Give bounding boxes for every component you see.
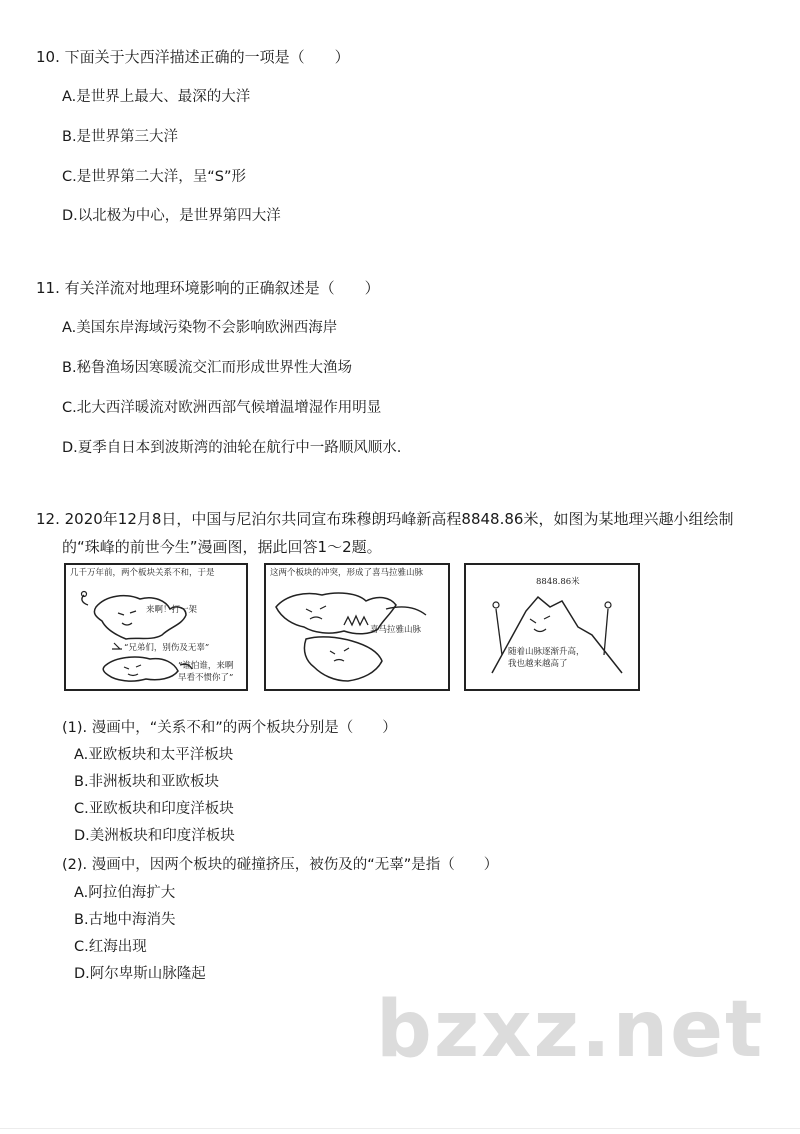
comic-3-height-label: 8848.86米	[536, 577, 580, 587]
comic-panel-3	[464, 563, 640, 691]
page-bottom-divider	[0, 1128, 800, 1129]
question-12-sub1-option-d: D.美洲板块和印度洋板块	[74, 828, 235, 844]
comic-1-bubble-innocent: “兄弟们，别伤及无辜”	[124, 643, 210, 653]
question-12-sub2-option-d: D.阿尔卑斯山脉隆起	[74, 966, 206, 982]
site-watermark: bzxz.net	[376, 985, 765, 1075]
question-12-sub2-option-c: C.红海出现	[74, 939, 147, 955]
comic-1-bubble-annoyed: 早看不惯你了”	[178, 673, 234, 683]
comic-2-caption: 这两个板块的冲突，形成了喜马拉雅山脉	[270, 568, 424, 578]
question-10-option-a: A.是世界上最大、最深的大洋	[62, 89, 251, 105]
question-11-option-c: C.北大西洋暖流对欧洲西部气候增温增湿作用明显	[62, 400, 382, 416]
comic-panel-1	[64, 563, 248, 691]
question-12-sub2-title: (2). 漫画中，因两个板块的碰撞挤压，被伤及的“无辜”是指（ ）	[62, 857, 499, 873]
comic-1-bubble-fight: 来啊！打一架	[146, 605, 198, 615]
question-11-option-b: B.秘鲁渔场因寒暖流交汇而形成世界性大渔场	[62, 360, 353, 376]
question-11-option-d: D.夏季自日本到波斯湾的油轮在航行中一路顺风顺水.	[62, 440, 402, 456]
question-10-title: 10. 下面关于大西洋描述正确的一项是（ ）	[36, 48, 350, 66]
question-10-option-b: B.是世界第三大洋	[62, 129, 179, 145]
question-10-option-d: D.以北极为中心，是世界第四大洋	[62, 208, 281, 224]
comic-1-caption: 几千万年前，两个板块关系不和，于是	[70, 568, 215, 578]
question-12-sub1-option-a: A.亚欧板块和太平洋板块	[74, 747, 234, 763]
question-12-sub1-option-b: B.非洲板块和亚欧板块	[74, 774, 220, 790]
question-12-title-line2: 的“珠峰的前世今生”漫画图，据此回答1～2题。	[62, 538, 382, 556]
comic-3-text-line1: 随着山脉逐渐升高，	[508, 647, 585, 657]
question-11-option-a: A.美国东岸海域污染物不会影响欧洲西海岸	[62, 320, 338, 336]
question-12-sub1-title: (1). 漫画中，“关系不和”的两个板块分别是（ ）	[62, 720, 397, 736]
comic-1-bubble-dare: “谁怕谁，来啊	[178, 661, 234, 671]
question-11-title: 11. 有关洋流对地理环境影响的正确叙述是（ ）	[36, 279, 380, 297]
question-12-sub1-option-c: C.亚欧板块和印度洋板块	[74, 801, 234, 817]
question-12-sub2-option-a: A.阿拉伯海扩大	[74, 885, 176, 901]
comic-3-text-line2: 我也越来越高了	[508, 659, 568, 669]
question-10-option-c: C.是世界第二大洋，呈“S”形	[62, 169, 246, 185]
comic-2-himalaya-label: 喜马拉雅山脉	[370, 625, 422, 635]
question-12-sub2-option-b: B.古地中海消失	[74, 912, 176, 928]
question-12-title-line1: 12. 2020年12月8日，中国与尼泊尔共同宣布珠穆朗玛峰新高程8848.86米，如图为某地理兴趣小组绘制	[36, 510, 734, 528]
comic-panel-2	[264, 563, 450, 691]
